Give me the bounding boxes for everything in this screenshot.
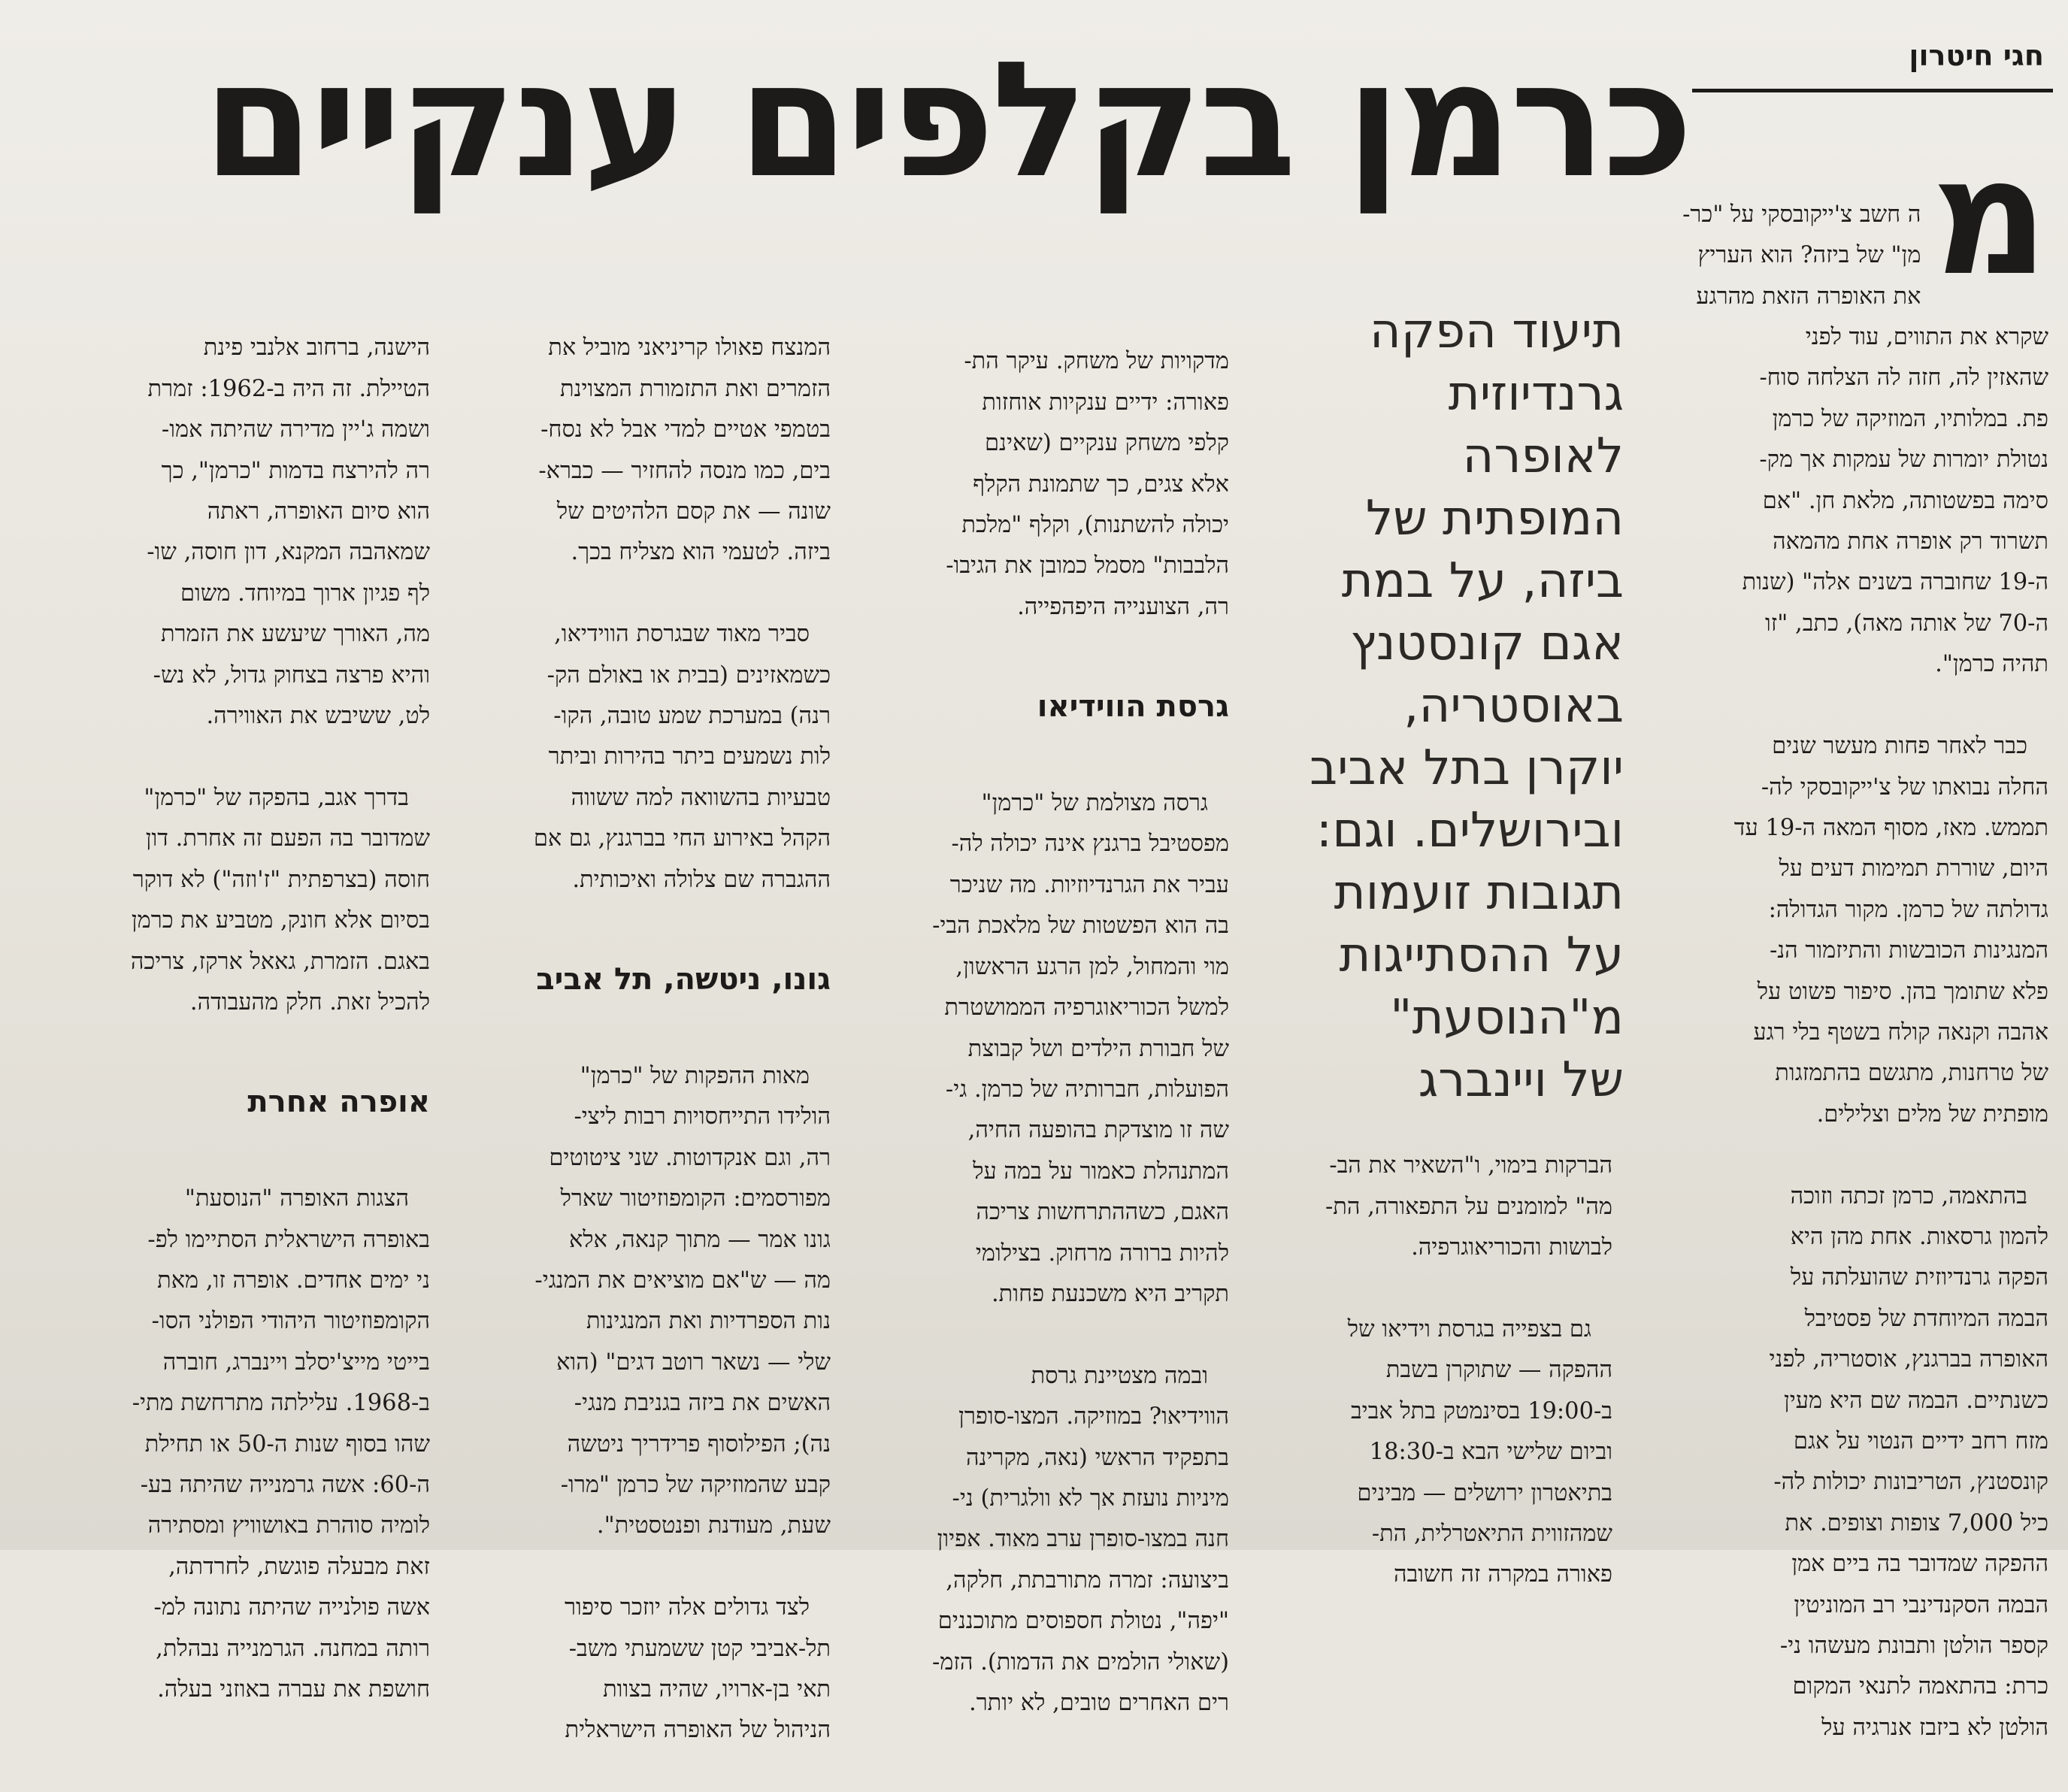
drop-cap: מ: [1931, 123, 2048, 312]
paragraph: הישנה, ברחוב אלנבי פינת הטיילת. זה היה ב-1962: זמרת ושמה ג'יין מדירה שהיתה אמו- רה להירצח בדמות "כרמן", כך הוא סיום האופרה, ראתה שמאהבה המקנא, דון חוסה, שו- לף פגיון ארוך במיוחד. משום מה, האורך שיעשע את הזמרת והיא פרצה בצחוק גדול, לא נש- לט, ששיבש את האווירה.: [147, 334, 430, 730]
headline: כרמן בקלפים ענקיים: [203, 27, 1691, 213]
article-column-4: [428, 287, 831, 1744]
paragraph: כבר לאחר פחות מעשר שנים החלה נבואתו של צ'ייקובסקי לה- תממש. מאז, מסוף המאה ה-19 עד היום, שוררת תמימות דעים על גדולתה של כרמן. מקור הגדולה: המנגינות הכובשות והתיזמור הנ- פלא שתומך בהן. סיפור פשוט על אהבה וקנאה קולח בשטף בלי רגע של טרחנות, מתגשם בהתמזגות מופתית של מלים וצלילים.: [1733, 733, 2048, 1128]
section-heading: גרסת הווידיאו: [1037, 689, 1229, 724]
paragraph: בהתאמה, כרמן זכתה וזוכה להמון גרסאות. אחת מהן היא הפקה גרנדיוזית שהועלתה על הבמה המיוחדת של פסטיבל האופרה בברגנץ, אוסטריה, לפני כשנתיים. הבמה שם היא מעין מזח רחב ידיים הנטוי על אגם קונסטנץ, הטריבונות יכולות לה- כיל 7,000 צופות וצופים. את ההפקה שמדובר בה ביים אמן הבמה הסקנדינבי רב המוניטין קספר הולטן ותבונת מעשהו ני- כרת: בהתאמה לתנאי המקום הולטן לא ביזבז אנרגיה על: [1769, 1182, 2048, 1741]
paragraph: מאות ההפקות של "כרמן" הולידו התייחסויות רבות ליצי- רה, וגם אנקדוטות. שני ציטוטים מפורסמים: הקומפוזיטור שארל גונו אמר — מתוך קנאה, אלא מה — ש"אם מוציאים את המנגי- נות הספרדיות ואת המנגינות שלי — נשאר רוטב דגים" (הוא האשים את ביזה בגניבת מנגי- נה); הפילוסוף פרידריך ניטשה קבע שהמוזיקה של כרמן "מרו- שעת, מעודנת ופנטסטית".: [534, 1062, 831, 1539]
paragraph: הברקות בימוי, ו"השאיר את הב- מה" למומנים על התפאורה, הת- לבושות והכוריאוגרפיה.: [1325, 1152, 1612, 1261]
paragraph: סביר מאוד שבגרסת הווידיאו, כשמאזינים (בבית או באולם הק- רנה) במערכת שמע טובה, הקו- לות נשמעים ביתר בהירות וביתר טבעיות בהשוואה למה ששווה הקהל באירוע החי בברגנץ, גם אם ההגברה שם צלולה ואיכותית.: [533, 621, 831, 893]
paragraph: מדקויות של משחק. עיקר הת- פאורה: ידיים ענקיות אוחזות קלפי משחק ענקיים (שאינם אלא צגים, כך שתמונת הקלף יכולה להשתנות), וקלף "מלכת הלבבות" מסמל כמובן את הגיבו- רה, הצוענייה היפהפייה.: [946, 348, 1229, 620]
byline-rule: [1692, 89, 2053, 92]
paragraph: בדרך אגב, בהפקה של "כרמן" שמדובר בה הפעם זה אחרת. דון חוסה (בצרפתית "ז'וזה") לא דוקר בסיום אלא חונק, מטביע את כרמן באגם. הזמרת, גאאל ארקז, צריכה להכיל זאת. חלק מהעבודה.: [130, 784, 430, 1016]
article-column-5: [17, 287, 430, 1703]
article-column-1: [1665, 113, 2048, 1741]
paragraph: לצד גדולים אלה יוזכר סיפור תל-אביבי קטן ששמעתי משב- תאי בן-ארויו, שהיה בצוות הניהול של האופרה הישראלית: [565, 1594, 831, 1744]
article-column-2: [1214, 1105, 1612, 1588]
section-heading: אופרה אחרת: [247, 1084, 430, 1119]
deck-subheadline: תיעוד הפקה גרנדיוזית לאופרה המופתית של ביזה, על במת אגם קונסטנץ באוסטריה, יוקרן בתל אביב ובירושלים. וגם: תגובות זועמות על ההסתייגות מ"הנוסעת" של ויינברג: [1310, 304, 1624, 1108]
paragraph: גם בצפייה בגרסת וידיאו של ההפקה — שתוקרן בשבת ב-19:00 בסינמטק בתל אביב וביום שלישי הבא ב-18:30 בתיאטרון ירושלים — מבינים שמהזווית התיאטרלית, הת- פאורה במקרה זה חשובה: [1347, 1316, 1612, 1588]
article-column-3: [819, 301, 1229, 1716]
paragraph: המנצח פאולו קריניאני מוביל את הזמרים ואת התזמורת המצוינת בטמפי אטיים למדי אבל לא נסח- בים, כמו מנסה להחזיר — כברא- שונה — את קסם הלהיטים של ביזה. לטעמי הוא מצליח בכך.: [538, 334, 831, 566]
paragraph: הצגות האופרה "הנוסעת" באופרה הישראלית הסתיימו לפ- ני ימים אחדים. אופרה זו, מאת הקומפוזיטור היהודי הפולני הסו- בייטי מייצ'יסלב ויינברג, חוברה ב-1968. עלילתה מתרחשת מתי- שהו בסוף שנות ה-50 או תחילת ה-60: אשה גרמנייה שהיתה בע- לומיה סוהרת באושוויץ ומסתירה זאת מבעלה פוגשת, לחרדתה, אשה פולנייה שהיתה נתונה למ- רותה במחנה. הגרמנייה נבהלת, חושפת את עברה באוזני בעלה.: [132, 1185, 430, 1703]
paragraph: גרסה מצולמת של "כרמן" מפסטיבל ברגנץ אינה יכולה לה- עביר את הגרנדיוזיות. מה שניכר בה הוא הפשטות של מלאכת הבי- מוי והמחול, למן הרגע הראשון, למשל הכוריאוגרפיה הממושטרת של חבורת הילדים ושל קבוצת הפועלות, חברותיה של כרמן. גי- שה זו מוצדקת בהופעה החיה, המתנהלת כאמור על במה על האגם, כשההתרחשות צריכה להיות ברורה מרחוק. בצילומי תקריב היא משכנעת פחות.: [932, 790, 1229, 1307]
paragraph: ה חשב צ'ייקובסקי על "כר- מן" של ביזה? הוא העריץ את האופרה הזאת מהרגע שקרא את התווים, עוד לפני שהאזין לה, חזה לה הצלחה סוח- פת. במלותיו, המוזיקה של כרמן נטולת יומרות של עמקות אך מק- סימה בפשטותה, מלאת חן. "אם תשרוד רק אופרה אחת מהמאה ה-19 שחוברה בשנים אלה" (שנות ה-70 של אותה מאה), כתב, "זו תהיה כרמן".: [1682, 201, 2048, 678]
section-heading: גונו, ניטשה, תל אביב: [536, 961, 831, 997]
paragraph: ובמה מצטיינת גרסת הווידיאו? במוזיקה. המצו-סופרן בתפקיד הראשי (נאה, מקרינה מיניות נועזת אך לא וולגרית) ני- חנה במצו-סופרן ערב מאוד. אפיון ביצועה: זמרה מתורבתת, חלקה, "יפה", נטולת חספוסים מתוכננים (שאולי הולמים את הדמות). הזמ- רים האחרים טובים, לא יותר.: [932, 1362, 1229, 1716]
byline: חגי חיטרון: [1909, 39, 2044, 72]
